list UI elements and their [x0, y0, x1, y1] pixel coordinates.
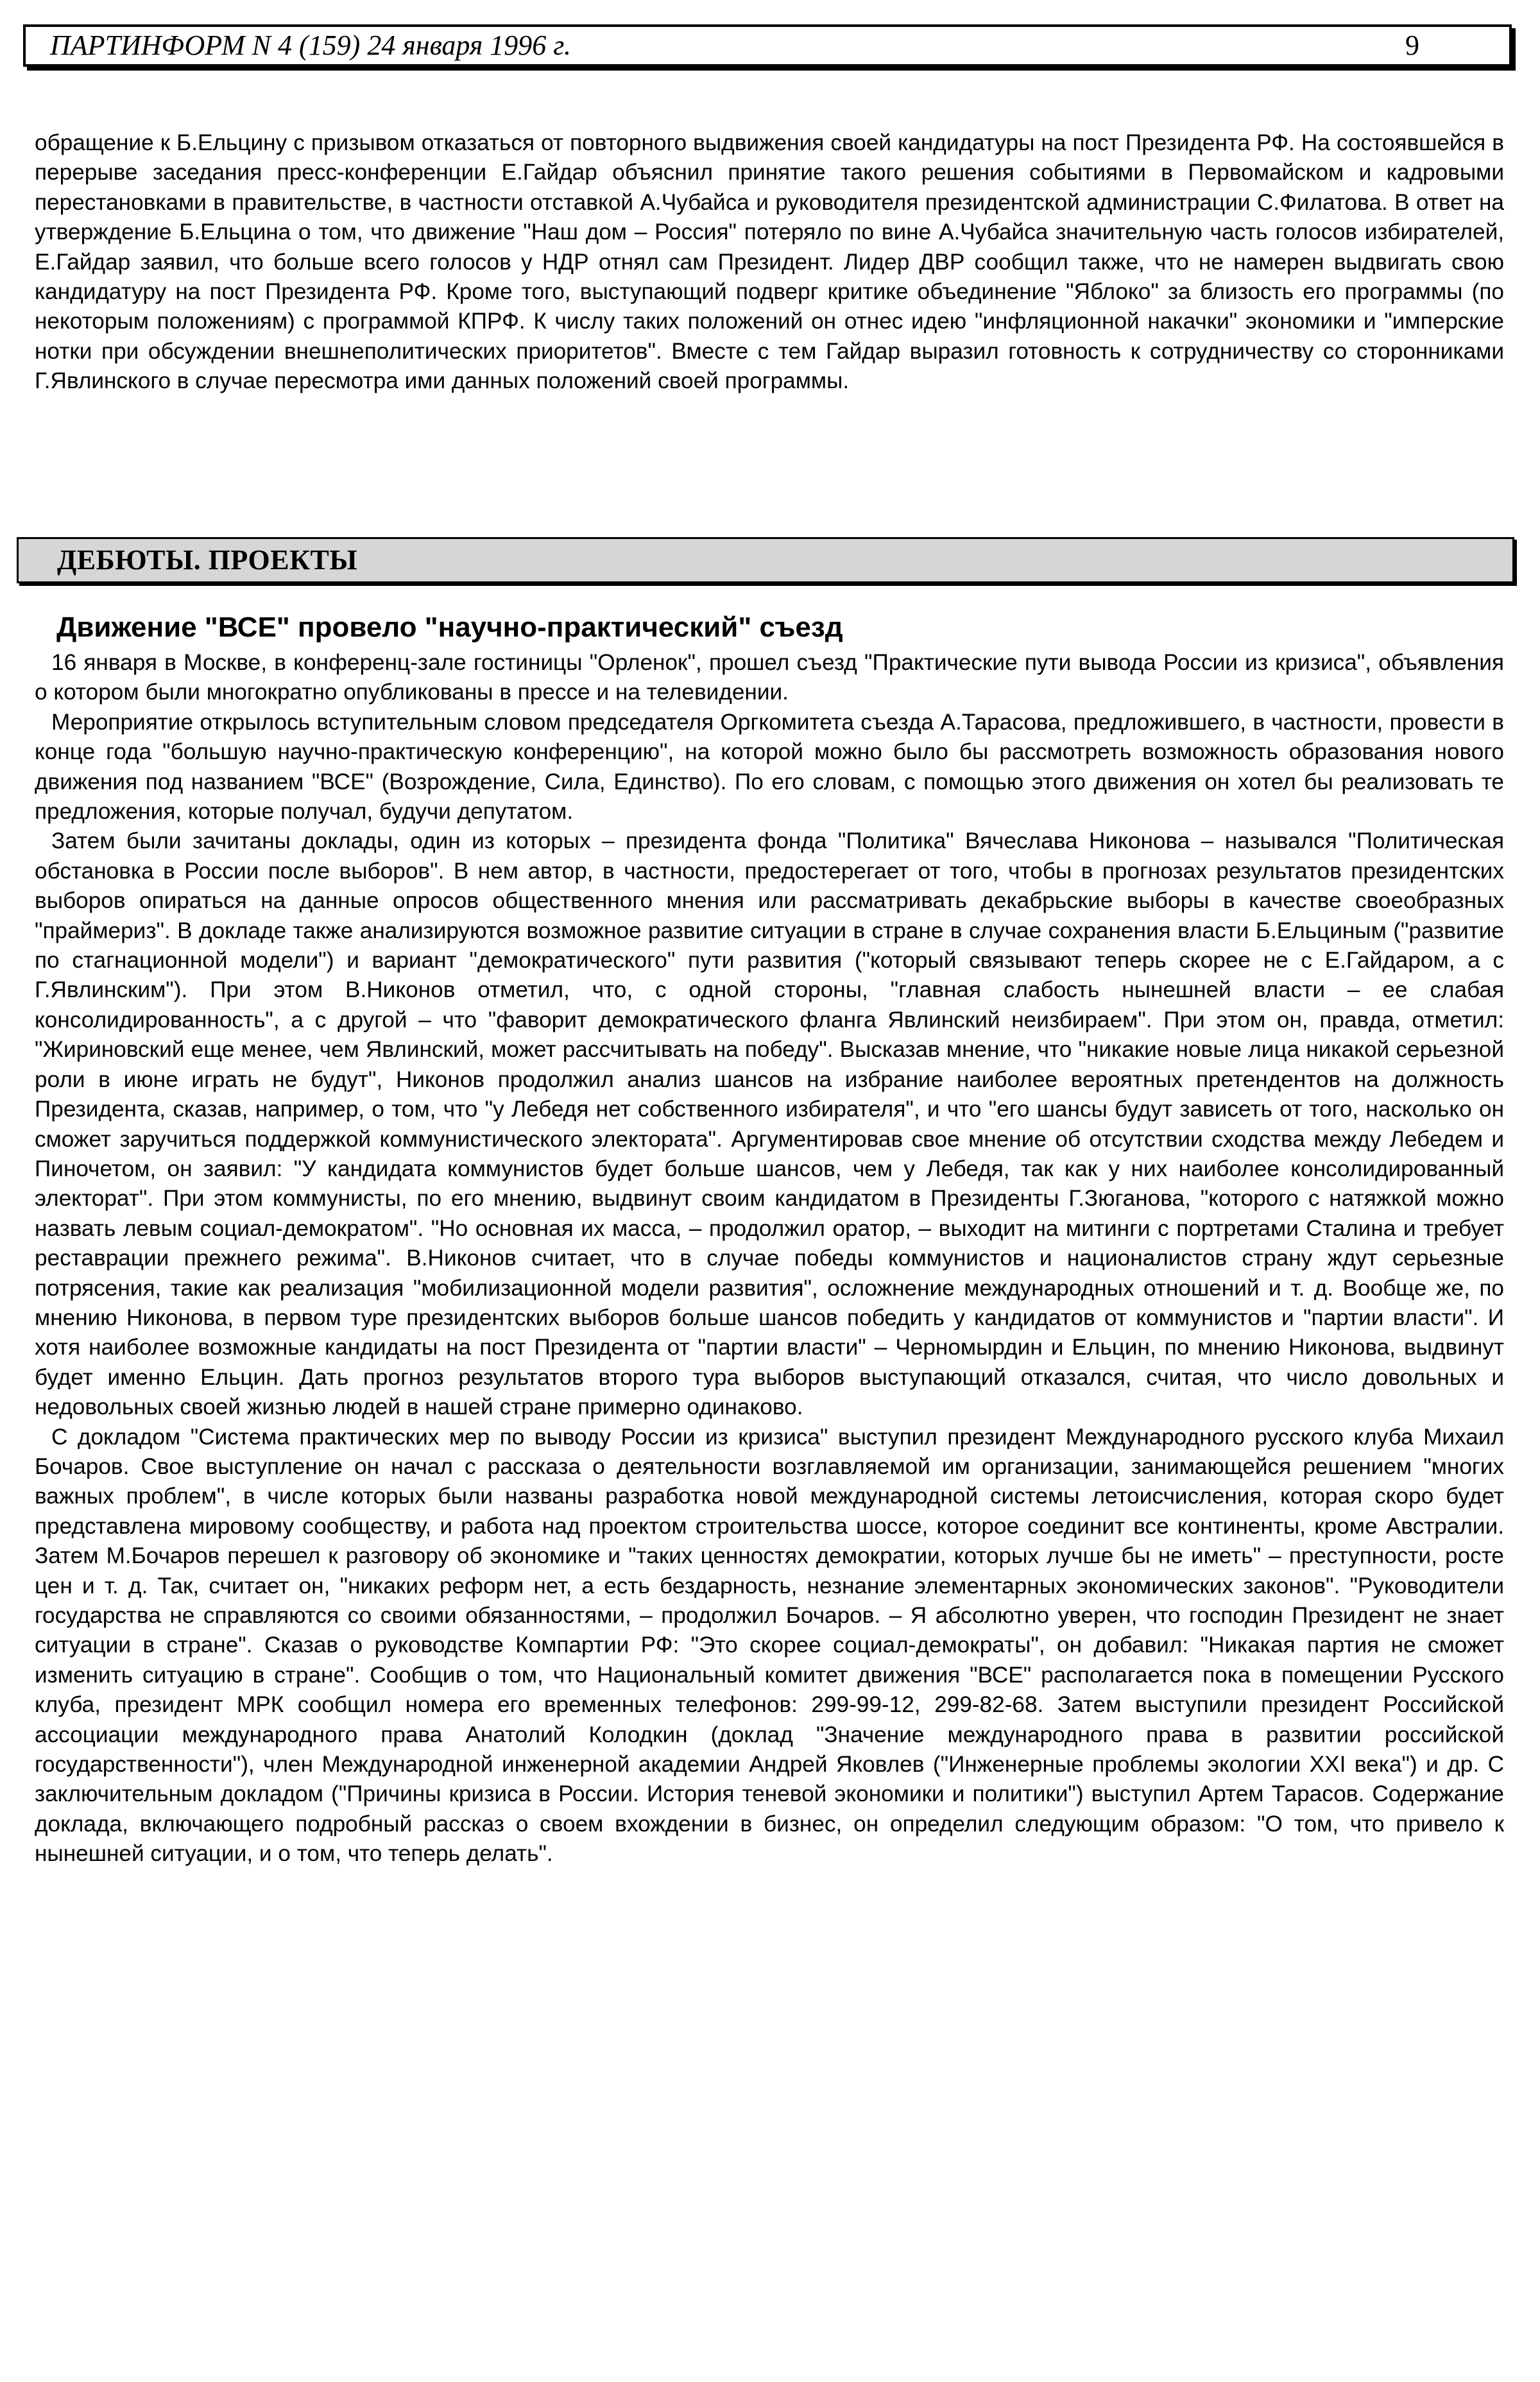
article-paragraph: Мероприятие открылось вступительным словом председателя Оргкомитета съезда А.Тарасова, предложившего, в частности, провести в конце года "большую научно-практическую конференцию", на которой можно было бы рассмотреть возможность образования нового движения под названием "ВСЕ" (Возрождение, Сила, Единство). По его словам, с помощью этого движения он хотел бы реализовать те предложения, которые получал, будучи депутатом. — [35, 709, 1504, 825]
article-heading: Движение "ВСЕ" провело "научно-практический" съезд — [56, 612, 843, 643]
intro-paragraph: обращение к Б.Ельцину с призывом отказаться от повторного выдвижения своей кандидатуры на пост Президента РФ. На состоявшейся в перерыве заседания пресс-конференции Е.Гайдар объяснил принятие такого решения событиями в Первомайском и кадровыми перестановками в правительстве, в частности отставкой А.Чубайса и руководителя президентской администрации С.Филатова. В ответ на утверждение Б.Ельцина о том, что движение "Наш дом – Россия" потеряло по вине А.Чубайса значительную часть голосов избирателей, Е.Гайдар заявил, что больше всего голосов у НДР отнял сам Президент. Лидер ДВР сообщил также, что не намерен выдвигать свою кандидатуру на пост Президента РФ. Кроме того, выступающий подверг критике объединение "Яблоко" за близость его программы (по некоторым положениям) с программой КПРФ. К числу таких положений он отнес идею "инфляционной накачки" экономики и "имперские нотки при обсуждении внешнеполитических приоритетов". Вместе с тем Гайдар выразил готовность к сотрудничеству со сторонниками Г.Явлинского в случае пересмотра ими данных положений своей программы. — [35, 130, 1504, 394]
intro-text-block — [35, 128, 1504, 397]
page-header — [23, 24, 1512, 67]
publication-title: ПАРТИНФОРМ N 4 (159) 24 января 1996 г. — [50, 30, 571, 61]
section-title: ДЕБЮТЫ. ПРОЕКТЫ — [57, 544, 358, 576]
article-body — [35, 648, 1504, 1869]
page-number: 9 — [1405, 30, 1419, 61]
article-paragraph: 16 января в Москве, в конференц-зале гостиницы "Орленок", прошел съезд "Практические пути вывода России из кризиса", объявления о котором были многократно опубликованы в прессе и на телевидении. — [35, 650, 1504, 705]
section-banner — [17, 537, 1514, 583]
article-paragraph: Затем были зачитаны доклады, один из которых – президента фонда "Политика" Вячеслава Никонова – назывался "Политическая обстановка в России после выборов". В нем автор, в частности, предостерегает от того, чтобы в прогнозах результатов президентских выборов опираться на данные опросов общественного мнения или рассматривать декабрьские выборы в качестве своеобразных "праймериз". В докладе также анализируются возможное развитие ситуации в стране в случае сохранения власти Б.Ельциным ("развитие по стагнационной модели") и вариант "демократического" пути развития ("который связывают теперь скорее не с Е.Гайдаром, а с Г.Явлинским"). При этом В.Никонов отметил, что, с одной стороны, "главная слабость нынешней власти – ее слабая консолидированность", а с другой – что "фаворит демократического фланга Явлинский неизбираем". При этом он, правда, отметил: "Жириновский еще менее, чем Явлинский, может рассчитывать на победу". Высказав мнение, что "никакие новые лица никакой серьезной роли в июне играть не будут", Никонов продолжил анализ шансов на избрание наиболее вероятных претендентов на должность Президента, сказав, например, о том, что "у Лебедя нет собственного избирателя", и что "его шансы будут зависеть от того, насколько он сможет заручиться поддержкой коммунистического электората". Аргументировав свое мнение об отсутствии сходства между Лебедем и Пиночетом, он заявил: "У кандидата коммунистов будет больше шансов, чем у Лебедя, так как у них наиболее консолидированный электорат". При этом коммунисты, по его мнению, выдвинут своим кандидатом в Президенты Г.Зюганова, "которого с натяжкой можно назвать левым социал-демократом". "Но основная их масса, – продолжил оратор, – выходит на митинги с портретами Сталина и требует реставрации прежнего режима". В.Никонов считает, что в случае победы коммунистов и националистов страну ждут серьезные потрясения, такие как реализация "мобилизационной модели развития", осложнение международных отношений и т. д. Вообще же, по мнению Никонова, в первом туре президентских выборов больше шансов победить у кандидатов от коммунистов и "партии власти". И хотя наиболее возможные кандидаты на пост Президента от "партии власти" – Черномырдин и Ельцин, по мнению Никонова, выдвинут будет именно Ельцин. Дать прогноз результатов второго тура выборов выступающий отказался, считая, что число довольных и недовольных своей жизнью людей в нашей стране примерно одинаково. — [35, 828, 1504, 1420]
article-paragraph: С докладом "Система практических мер по выводу России из кризиса" выступил президент Международного русского клуба Михаил Бочаров. Свое выступление он начал с рассказа о деятельности возглавляемой им организации, занимающейся решением "многих важных проблем", в числе которых были названы разработка новой международной системы летоисчисления, которая скоро будет представлена мировому сообществу, и работа над проектом строительства шоссе, которое соединит все континенты, кроме Австралии. Затем М.Бочаров перешел к разговору об экономике и "таких ценностях демократии, которых лучше бы не иметь" – преступности, росте цен и т. д. Так, считает он, "никаких реформ нет, а есть бездарность, незнание элементарных экономических законов". "Руководители государства не справляются со своими обязанностями, – продолжил Бочаров. – Я абсолютно уверен, что господин Президент не знает ситуации в стране". Сказав о руководстве Компартии РФ: "Это скорее социал-демократы", он добавил: "Никакая партия не сможет изменить ситуацию в стране". Сообщив о том, что Национальный комитет движения "ВСЕ" располагается пока в помещении Русского клуба, президент МРК сообщил номера его временных телефонов: 299-99-12, 299-82-68. Затем выступили президент Российской ассоциации международного права Анатолий Колодкин (доклад "Значение международного права в развитии российской государственности"), член Международной инженерной академии Андрей Яковлев ("Инженерные проблемы экологии XXI века") и др. С заключительным докладом ("Причины кризиса в России. История теневой экономики и политики") выступил Артем Тарасов. Содержание доклада, включающего подробный рассказ о своем вхождении в бизнес, он определил следующим образом: "О том, что привело к нынешней ситуации, и о том, что теперь делать". — [35, 1424, 1504, 1867]
